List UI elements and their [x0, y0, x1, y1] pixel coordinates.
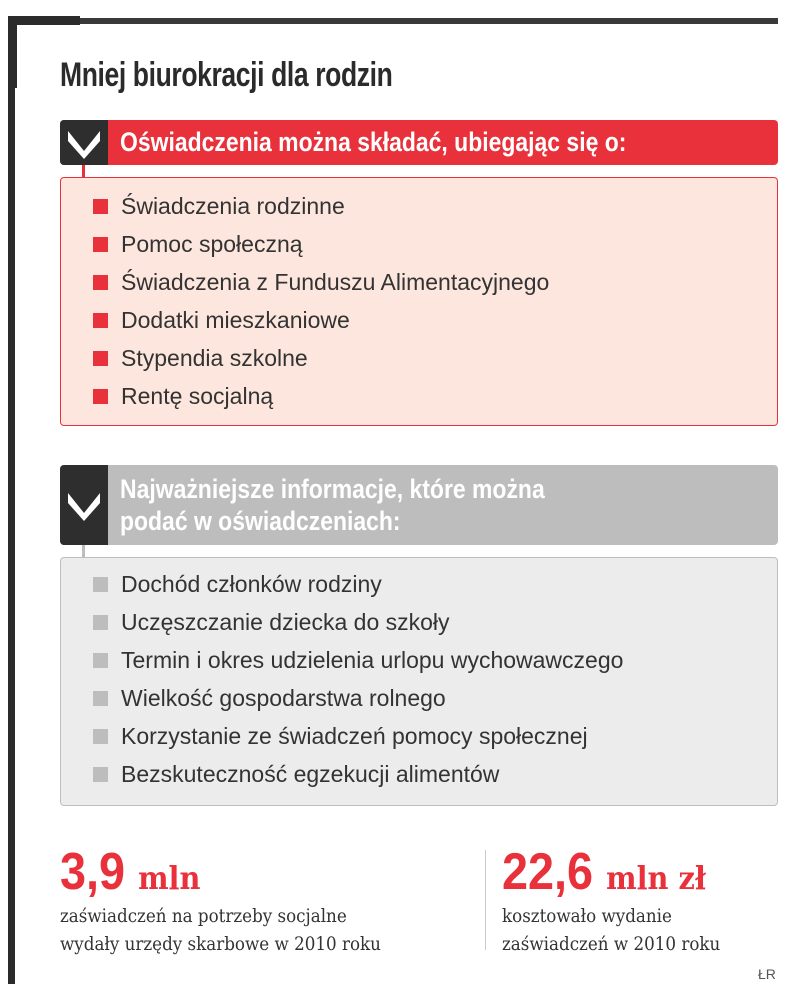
stat-description: kosztowało wydanie zaświadczeń w 2010 roku	[502, 905, 721, 955]
square-bullet-icon	[93, 577, 108, 592]
square-bullet-icon	[93, 275, 108, 290]
list-item: Świadczenia rodzinne	[121, 193, 345, 220]
page-title: Mniej biurokracji dla rodzin	[60, 56, 393, 94]
section2-title-line2: podać w oświadczeniach:	[120, 506, 401, 536]
square-bullet-icon	[93, 389, 108, 404]
list-item: Pomoc społeczną	[121, 231, 303, 258]
divider	[485, 850, 486, 950]
section1-title: Oświadczenia można składać, ubiegając się o:	[120, 127, 627, 157]
frame-vertical-bar	[8, 18, 15, 984]
section1-list	[60, 177, 778, 426]
square-bullet-icon	[93, 199, 108, 214]
square-bullet-icon	[93, 767, 108, 782]
connector	[82, 165, 85, 177]
section2-title-line1: Najważniejsze informacje, które można	[120, 474, 545, 504]
section2-header	[60, 465, 778, 545]
square-bullet-icon	[93, 615, 108, 630]
square-bullet-icon	[93, 653, 108, 668]
frame-corner	[8, 18, 17, 88]
chevron-down-icon	[60, 120, 108, 165]
connector	[82, 545, 85, 557]
list-item: Dodatki mieszkaniowe	[121, 307, 350, 334]
list-item: Termin i okres udzielenia urlopu wychowawczego	[121, 647, 623, 674]
list-item: Korzystanie ze świadczeń pomocy społecznej	[121, 723, 588, 750]
chevron-down-icon	[60, 465, 108, 545]
square-bullet-icon	[93, 313, 108, 328]
stat-value: 3,9 mln	[60, 843, 201, 901]
list-item: Wielkość gospodarstwa rolnego	[121, 685, 446, 712]
square-bullet-icon	[93, 237, 108, 252]
list-item: Uczęszczanie dziecka do szkoły	[121, 609, 450, 636]
list-item: Stypendia szkolne	[121, 345, 308, 372]
square-bullet-icon	[93, 351, 108, 366]
frame-top-bar	[8, 18, 778, 24]
list-item: Świadczenia z Funduszu Alimentacyjnego	[121, 269, 549, 296]
frame-corner-top	[8, 16, 80, 25]
section1-header	[60, 120, 778, 165]
square-bullet-icon	[93, 729, 108, 744]
section2-list	[60, 557, 778, 806]
square-bullet-icon	[93, 691, 108, 706]
source-credit: ŁR	[758, 966, 776, 982]
list-item: Bezskuteczność egzekucji alimentów	[121, 761, 499, 788]
stat-description: zaświadczeń na potrzeby socjalne wydały urzędy skarbowe w 2010 roku	[60, 905, 381, 955]
list-item: Rentę socjalną	[121, 383, 273, 410]
list-item: Dochód członków rodziny	[121, 571, 382, 598]
stat-value: 22,6 mln zł	[502, 843, 706, 901]
